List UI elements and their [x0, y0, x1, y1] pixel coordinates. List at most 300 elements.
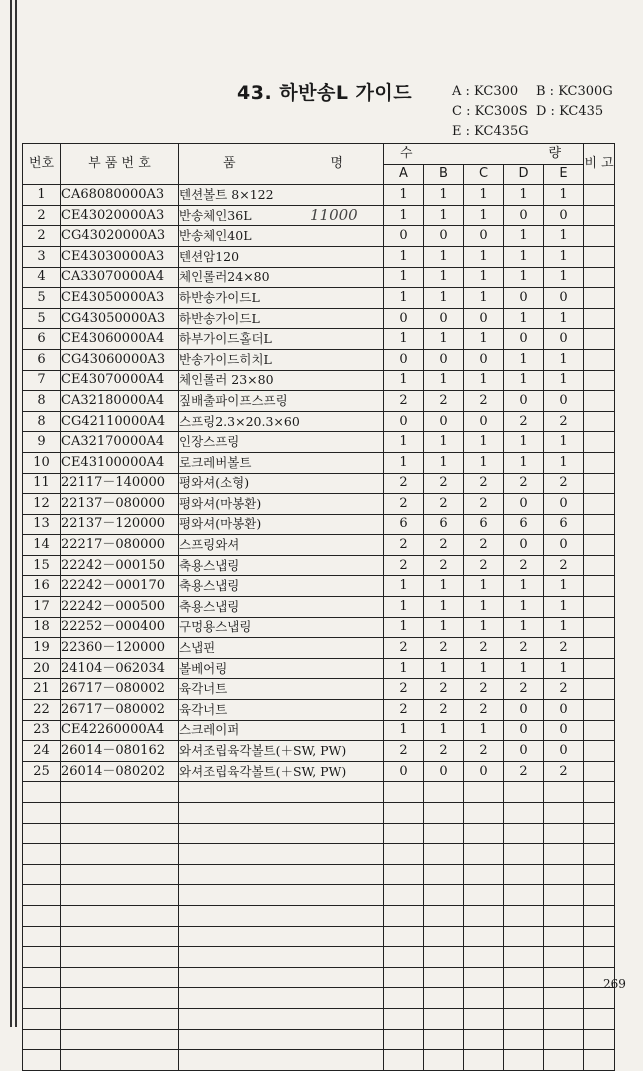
quantity-cell: 1 — [504, 185, 544, 206]
quantity-cell: 2 — [424, 473, 464, 494]
part-name: 스프링2.3×20.3×60 — [179, 411, 384, 432]
part-name: 체인롤러24×80 — [179, 267, 384, 288]
table-row — [23, 411, 615, 432]
part-name: 하반송가이드L — [179, 288, 384, 309]
quantity-cell: 1 — [544, 349, 584, 370]
quantity-cell: 2 — [464, 679, 504, 700]
part-number: 22137－080000 — [61, 494, 179, 515]
empty-cell — [464, 967, 504, 988]
quantity-cell: 2 — [464, 638, 504, 659]
quantity-cell: 1 — [504, 597, 544, 618]
quantity-cell: 0 — [544, 741, 584, 762]
part-number: CE42260000A4 — [61, 720, 179, 741]
empty-cell — [464, 1050, 504, 1071]
empty-cell — [61, 988, 179, 1009]
quantity-cell: 1 — [544, 370, 584, 391]
part-number: CG42110000A4 — [61, 411, 179, 432]
quantity-cell: 0 — [544, 288, 584, 309]
empty-cell — [179, 947, 384, 968]
part-number: 22360－120000 — [61, 638, 179, 659]
empty-cell — [23, 988, 61, 1009]
empty-cell — [23, 1008, 61, 1029]
empty-cell — [544, 1029, 584, 1050]
table-row — [23, 432, 615, 453]
page-number: 269 — [603, 977, 626, 991]
row-number: 17 — [23, 597, 61, 618]
empty-cell — [544, 988, 584, 1009]
empty-cell — [61, 864, 179, 885]
part-name: 스프링와셔 — [179, 535, 384, 556]
remark-cell — [584, 617, 615, 638]
empty-cell — [424, 947, 464, 968]
part-number: 22242－000500 — [61, 597, 179, 618]
empty-cell — [424, 823, 464, 844]
empty-cell — [464, 885, 504, 906]
empty-cell — [179, 905, 384, 926]
table-row — [23, 185, 615, 206]
part-name: 반송가이드히치L — [179, 349, 384, 370]
remark-cell — [584, 658, 615, 679]
quantity-cell: 0 — [544, 700, 584, 721]
quantity-cell: 2 — [544, 555, 584, 576]
quantity-cell: 1 — [504, 349, 544, 370]
remark-cell — [584, 288, 615, 309]
model-legend-item: A : KC300 — [452, 84, 519, 99]
empty-cell — [504, 926, 544, 947]
quantity-cell: 2 — [544, 638, 584, 659]
header-row — [23, 144, 615, 165]
quantity-cell: 2 — [504, 679, 544, 700]
part-number: CE43050000A3 — [61, 288, 179, 309]
quantity-cell: 1 — [384, 658, 424, 679]
part-name: 텐션볼트 8×122 — [179, 185, 384, 206]
quantity-cell: 1 — [504, 267, 544, 288]
empty-cell — [544, 1008, 584, 1029]
remark-cell — [584, 679, 615, 700]
quantity-cell: 1 — [424, 452, 464, 473]
remark-cell — [584, 452, 615, 473]
empty-cell — [544, 823, 584, 844]
empty-cell — [464, 803, 504, 824]
empty-cell — [544, 803, 584, 824]
quantity-cell: 2 — [384, 473, 424, 494]
remark-cell — [584, 555, 615, 576]
empty-cell — [179, 988, 384, 1009]
empty-cell — [61, 782, 179, 803]
quantity-cell: 2 — [544, 411, 584, 432]
empty-cell — [464, 905, 504, 926]
quantity-cell: 1 — [424, 720, 464, 741]
empty-cell — [424, 885, 464, 906]
quantity-cell: 1 — [424, 432, 464, 453]
row-number: 20 — [23, 658, 61, 679]
quantity-cell: 1 — [384, 246, 424, 267]
quantity-cell: 1 — [464, 329, 504, 350]
quantity-cell: 2 — [424, 679, 464, 700]
empty-cell — [504, 803, 544, 824]
empty-cell — [584, 1029, 615, 1050]
quantity-cell: 0 — [544, 720, 584, 741]
part-name: 축용스냅링 — [179, 597, 384, 618]
header-name — [179, 144, 384, 185]
quantity-cell: 0 — [464, 761, 504, 782]
row-number: 12 — [23, 494, 61, 515]
row-number: 16 — [23, 576, 61, 597]
quantity-cell: 0 — [504, 288, 544, 309]
quantity-cell: 2 — [384, 741, 424, 762]
quantity-cell: 0 — [384, 349, 424, 370]
quantity-cell: 1 — [544, 246, 584, 267]
empty-cell — [61, 885, 179, 906]
empty-cell — [61, 947, 179, 968]
quantity-cell: 1 — [424, 205, 464, 226]
quantity-cell: 1 — [424, 185, 464, 206]
quantity-cell: 1 — [384, 288, 424, 309]
quantity-cell: 0 — [384, 308, 424, 329]
table-row — [23, 679, 615, 700]
quantity-cell: 1 — [464, 658, 504, 679]
row-number: 4 — [23, 267, 61, 288]
row-number: 2 — [23, 205, 61, 226]
handwritten-note: 11000 — [310, 206, 358, 224]
model-legend-item: B : KC300G — [536, 84, 613, 99]
row-number: 5 — [23, 288, 61, 309]
quantity-cell: 1 — [544, 452, 584, 473]
quantity-cell: 2 — [464, 741, 504, 762]
remark-cell — [584, 432, 615, 453]
empty-cell — [544, 926, 584, 947]
empty-row — [23, 1050, 615, 1071]
empty-cell — [384, 926, 424, 947]
quantity-cell: 1 — [384, 720, 424, 741]
part-name: 하반송가이드L — [179, 308, 384, 329]
remark-cell — [584, 535, 615, 556]
header-col-c: C — [464, 164, 504, 185]
empty-cell — [504, 947, 544, 968]
quantity-cell: 1 — [504, 370, 544, 391]
part-name: 볼베어링 — [179, 658, 384, 679]
binder-line-right — [15, 0, 17, 1027]
quantity-cell: 2 — [384, 391, 424, 412]
empty-row — [23, 947, 615, 968]
table-row — [23, 576, 615, 597]
remark-cell — [584, 494, 615, 515]
quantity-cell: 2 — [464, 700, 504, 721]
empty-cell — [179, 1050, 384, 1071]
part-number: 22252－000400 — [61, 617, 179, 638]
empty-cell — [424, 1050, 464, 1071]
quantity-cell: 2 — [424, 741, 464, 762]
empty-cell — [584, 926, 615, 947]
empty-cell — [179, 1008, 384, 1029]
empty-cell — [179, 823, 384, 844]
empty-cell — [384, 1008, 424, 1029]
quantity-cell: 0 — [424, 226, 464, 247]
part-name: 스크레이퍼 — [179, 720, 384, 741]
row-number: 2 — [23, 226, 61, 247]
empty-cell — [544, 864, 584, 885]
quantity-cell: 1 — [464, 432, 504, 453]
empty-cell — [384, 823, 424, 844]
quantity-cell: 1 — [504, 226, 544, 247]
quantity-cell: 0 — [464, 411, 504, 432]
quantity-cell: 2 — [424, 535, 464, 556]
quantity-cell: 0 — [464, 226, 504, 247]
row-number: 25 — [23, 761, 61, 782]
empty-row — [23, 885, 615, 906]
part-number: 26014－080202 — [61, 761, 179, 782]
table-row — [23, 514, 615, 535]
header-qty-right: 량 — [548, 145, 562, 161]
quantity-cell: 1 — [504, 452, 544, 473]
quantity-cell: 1 — [464, 370, 504, 391]
quantity-cell: 2 — [464, 535, 504, 556]
quantity-cell: 0 — [544, 205, 584, 226]
part-name: 텐션암120 — [179, 246, 384, 267]
part-number: CA68080000A3 — [61, 185, 179, 206]
table-row — [23, 658, 615, 679]
quantity-cell: 1 — [424, 267, 464, 288]
empty-cell — [584, 864, 615, 885]
empty-cell — [384, 803, 424, 824]
model-legend-line — [452, 82, 620, 102]
empty-cell — [464, 844, 504, 865]
part-name: 반송체인40L — [179, 226, 384, 247]
part-number: CA32170000A4 — [61, 432, 179, 453]
table-row — [23, 555, 615, 576]
part-number: CA33070000A4 — [61, 267, 179, 288]
empty-cell — [179, 926, 384, 947]
quantity-cell: 1 — [384, 267, 424, 288]
empty-row — [23, 782, 615, 803]
row-number: 8 — [23, 411, 61, 432]
remark-cell — [584, 370, 615, 391]
quantity-cell: 1 — [544, 267, 584, 288]
quantity-cell: 0 — [544, 329, 584, 350]
quantity-cell: 2 — [424, 638, 464, 659]
part-number: CE43060000A4 — [61, 329, 179, 350]
quantity-cell: 2 — [424, 555, 464, 576]
part-name: 하부가이드홀더L — [179, 329, 384, 350]
quantity-cell: 1 — [544, 308, 584, 329]
row-number: 9 — [23, 432, 61, 453]
empty-cell — [424, 1029, 464, 1050]
quantity-cell: 1 — [384, 576, 424, 597]
empty-row — [23, 1029, 615, 1050]
empty-cell — [61, 905, 179, 926]
model-legend-line — [452, 102, 620, 122]
quantity-cell: 0 — [544, 494, 584, 515]
empty-cell — [504, 988, 544, 1009]
part-number: 26014－080162 — [61, 741, 179, 762]
empty-row — [23, 803, 615, 824]
empty-cell — [504, 1029, 544, 1050]
quantity-cell: 6 — [384, 514, 424, 535]
remark-cell — [584, 391, 615, 412]
quantity-cell: 2 — [504, 473, 544, 494]
empty-cell — [384, 885, 424, 906]
model-legend-item: E : KC435G — [452, 124, 529, 139]
part-number: CE43100000A4 — [61, 452, 179, 473]
quantity-cell: 2 — [504, 555, 544, 576]
remark-cell — [584, 473, 615, 494]
empty-cell — [464, 988, 504, 1009]
part-name: 인장스프링 — [179, 432, 384, 453]
part-number: 22137－120000 — [61, 514, 179, 535]
quantity-cell: 0 — [384, 226, 424, 247]
empty-row — [23, 905, 615, 926]
quantity-cell: 1 — [504, 432, 544, 453]
quantity-cell: 1 — [464, 617, 504, 638]
quantity-cell: 1 — [384, 205, 424, 226]
header-part-no: 부 품 번 호 — [61, 144, 179, 185]
quantity-cell: 6 — [544, 514, 584, 535]
empty-cell — [584, 1008, 615, 1029]
remark-cell — [584, 205, 615, 226]
empty-cell — [23, 967, 61, 988]
quantity-cell: 0 — [424, 761, 464, 782]
quantity-cell: 6 — [504, 514, 544, 535]
binder-line-left — [10, 0, 12, 1027]
part-name: 평와셔(마봉환) — [179, 514, 384, 535]
empty-cell — [179, 782, 384, 803]
quantity-cell: 2 — [464, 391, 504, 412]
empty-cell — [544, 885, 584, 906]
empty-cell — [179, 1029, 384, 1050]
empty-cell — [424, 782, 464, 803]
quantity-cell: 1 — [424, 576, 464, 597]
part-number: CG43020000A3 — [61, 226, 179, 247]
table-row — [23, 288, 615, 309]
row-number: 23 — [23, 720, 61, 741]
parts-table-body — [23, 185, 615, 1071]
quantity-cell: 2 — [384, 535, 424, 556]
empty-cell — [384, 864, 424, 885]
table-row — [23, 370, 615, 391]
empty-cell — [464, 782, 504, 803]
empty-cell — [584, 844, 615, 865]
empty-cell — [23, 947, 61, 968]
quantity-cell: 0 — [504, 535, 544, 556]
empty-cell — [384, 988, 424, 1009]
quantity-cell: 1 — [464, 576, 504, 597]
empty-cell — [584, 905, 615, 926]
empty-cell — [544, 844, 584, 865]
empty-cell — [23, 782, 61, 803]
part-number: 22117－140000 — [61, 473, 179, 494]
quantity-cell: 2 — [424, 494, 464, 515]
empty-cell — [464, 947, 504, 968]
empty-cell — [504, 823, 544, 844]
table-row — [23, 473, 615, 494]
empty-cell — [424, 844, 464, 865]
remark-cell — [584, 226, 615, 247]
empty-cell — [504, 782, 544, 803]
quantity-cell: 1 — [424, 246, 464, 267]
remark-cell — [584, 597, 615, 618]
part-name: 스냅핀 — [179, 638, 384, 659]
quantity-cell: 1 — [504, 617, 544, 638]
quantity-cell: 1 — [544, 185, 584, 206]
empty-cell — [464, 1008, 504, 1029]
quantity-cell: 2 — [464, 555, 504, 576]
table-row — [23, 329, 615, 350]
row-number: 14 — [23, 535, 61, 556]
quantity-cell: 0 — [464, 349, 504, 370]
quantity-cell: 1 — [544, 617, 584, 638]
quantity-cell: 1 — [464, 288, 504, 309]
empty-cell — [179, 844, 384, 865]
empty-cell — [23, 885, 61, 906]
empty-cell — [23, 844, 61, 865]
header-no: 번호 — [23, 144, 61, 185]
header-quantity — [384, 144, 584, 165]
part-number: CE43020000A3 — [61, 205, 179, 226]
empty-cell — [384, 947, 424, 968]
parts-table — [22, 143, 615, 1071]
quantity-cell: 1 — [424, 288, 464, 309]
quantity-cell: 2 — [544, 473, 584, 494]
empty-cell — [584, 1050, 615, 1071]
empty-row — [23, 926, 615, 947]
empty-cell — [464, 926, 504, 947]
empty-cell — [464, 864, 504, 885]
empty-cell — [424, 803, 464, 824]
empty-cell — [584, 782, 615, 803]
empty-cell — [504, 1008, 544, 1029]
remark-cell — [584, 700, 615, 721]
empty-cell — [424, 905, 464, 926]
empty-cell — [23, 1029, 61, 1050]
empty-row — [23, 823, 615, 844]
header-name-right: 명 — [330, 156, 343, 172]
table-row — [23, 452, 615, 473]
empty-cell — [504, 864, 544, 885]
empty-row — [23, 967, 615, 988]
empty-cell — [179, 885, 384, 906]
quantity-cell: 0 — [424, 349, 464, 370]
row-number: 22 — [23, 700, 61, 721]
empty-cell — [23, 905, 61, 926]
row-number: 11 — [23, 473, 61, 494]
quantity-cell: 1 — [504, 308, 544, 329]
quantity-cell: 2 — [504, 411, 544, 432]
quantity-cell: 0 — [504, 329, 544, 350]
quantity-cell: 1 — [424, 329, 464, 350]
quantity-cell: 0 — [424, 308, 464, 329]
quantity-cell: 1 — [384, 597, 424, 618]
remark-cell — [584, 720, 615, 741]
quantity-cell: 2 — [504, 638, 544, 659]
empty-cell — [504, 967, 544, 988]
page-title: 43. 하반송L 가이드 — [237, 82, 413, 104]
part-number: 22242－000170 — [61, 576, 179, 597]
quantity-cell: 0 — [504, 205, 544, 226]
quantity-cell: 2 — [424, 700, 464, 721]
quantity-cell: 0 — [504, 494, 544, 515]
model-legend-item: D : KC435 — [536, 104, 604, 119]
empty-cell — [504, 1050, 544, 1071]
row-number: 5 — [23, 308, 61, 329]
table-row — [23, 617, 615, 638]
part-number: CG43060000A3 — [61, 349, 179, 370]
part-number: CA32180000A4 — [61, 391, 179, 412]
quantity-cell: 1 — [384, 329, 424, 350]
part-name: 와셔조립육각볼트(＋SW, PW) — [179, 741, 384, 762]
row-number: 24 — [23, 741, 61, 762]
table-row — [23, 535, 615, 556]
empty-cell — [584, 823, 615, 844]
